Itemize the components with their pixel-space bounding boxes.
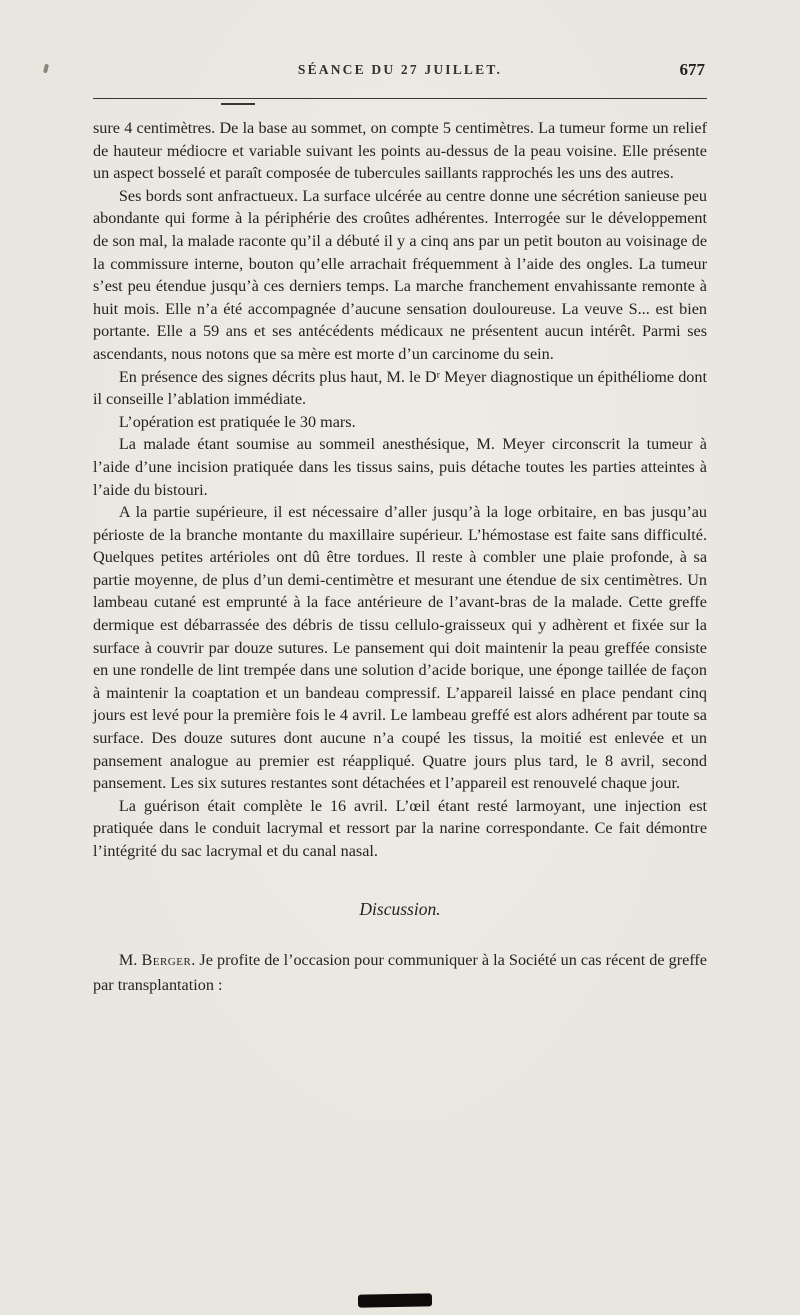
running-title: SÉANCE DU 27 JUILLET. — [297, 62, 503, 77]
discussion-paragraph — [93, 948, 707, 998]
paragraph: En présence des signes décrits plus haut, M. le Dʳ Meyer diagnostique un épithéliome dont il conseille l’ablation immédiate. — [93, 367, 707, 409]
speaker-name: Berger — [141, 950, 192, 969]
header-rule-artifact — [221, 103, 255, 105]
page-header — [93, 62, 707, 88]
body-text — [93, 117, 707, 863]
discussion-text: . Je profite de l’occasion pour communiquer à la Société un cas récent de greffe par transplantation : — [93, 950, 707, 994]
discussion-heading: Discussion. — [359, 898, 441, 919]
paragraph: La guérison était complète le 16 avril. L’œil étant resté larmoyant, une injection est pratiquée dans le conduit lacrymal et ressort par la narine correspondante. Ce fait démontre l’intégrité du sac lacrymal et du canal nasal. — [93, 796, 707, 860]
paragraph: sure 4 centimètres. De la base au sommet, on compte 5 centimètres. La tumeur forme un relief de hauteur médiocre et variable suivant les points au-dessus de la peau voisine. Elle présente un aspect bosselé et paraît composée de tubercules saillants rapprochés les uns des autres. — [93, 119, 707, 183]
header-rule — [93, 98, 707, 99]
text-block — [93, 0, 707, 998]
paragraph: A la partie supérieure, il est nécessaire d’aller jusqu’à la loge orbitaire, en bas jusqu’au périoste de la branche montante du maxillaire supérieur. L’hémostase est faite sans difficulté. Quelques petites artérioles ont dû être tordues. Il reste à combler une plaie profonde, à sa partie moyenne, de plus d’un demi-centimètre et mesurant une étendue de six centimètres. Un lambeau cutané est emprunté à la face antérieure de l’avant-bras de la malade. Cette greffe dermique est débarrassée des débris de tissu cellulo-graisseux qui y adhèrent et fixée sur la surface à couvrir par douze sutures. Le pansement qui doit maintenir la peau greffée consiste en une rondelle de lint trempée dans une solution d’acide borique, une éponge taillée de façon à maintenir la coaptation et un bandeau compressif. L’appareil laissé en place pendant cinq jours est levé pour la première fois le 4 avril. Le lambeau greffé est alors adhérent par toute sa surface. Des douze sutures dont aucune n’a coupé les tissus, la moitié est enlevée et un pansement analogue au premier est réappliqué. Quatre jours plus tard, le 8 avril, second pansement. Les six sutures restantes sont détachées et l’appareil est renouvelé chaque jour. — [93, 503, 707, 793]
scan-blot-mark — [358, 1293, 432, 1307]
scan-speck-mark — [43, 64, 49, 74]
paragraph: Ses bords sont anfractueux. La surface ulcérée au centre donne une sécrétion sanieuse peu abondante qui forme à la périphérie des croûtes adhérentes. Interrogée sur le développement de son mal, la malade raconte qu’il a débuté il y a cinq ans par un petit bouton au voisinage de la commissure interne, bouton qu’elle arrachait fréquemment à l’aide des ongles. La tumeur s’est peu étendue jusqu’à ces derniers temps. La marche franchement envahissante remonte à huit mois. Elle n’a été accompagnée d’aucune sensation douloureuse. La veuve S... est bien portante. Elle a 59 ans et ses antécédents médicaux ne présentent aucun intérêt. Parmi ses ascendants, nous notons que sa mère est morte d’un carcinome du sein. — [93, 186, 707, 363]
speaker-prefix: M. — [118, 950, 142, 969]
paragraph: La malade étant soumise au sommeil anesthésique, M. Meyer circonscrit la tumeur à l’aide d’une incision pratiquée dans les tissus sains, puis détache toutes les parties atteintes à l’aide du bistouri. — [93, 435, 707, 499]
page-number: 677 — [679, 60, 705, 79]
paragraph: L’opération est pratiquée le 30 mars. — [118, 412, 356, 431]
